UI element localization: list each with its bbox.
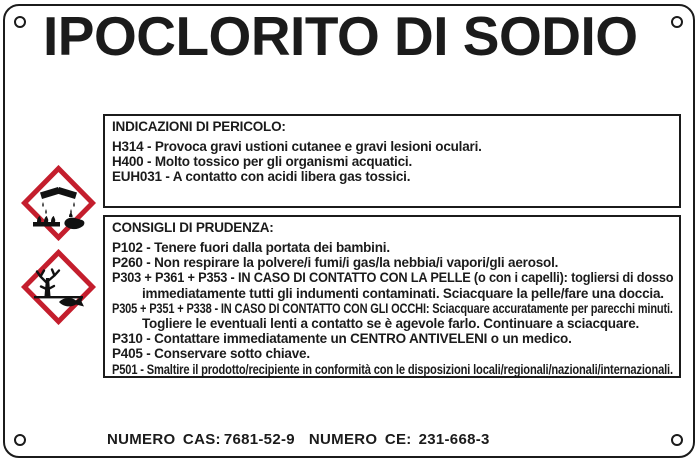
ce-number-value: 231-668-3 xyxy=(418,431,490,448)
precautionary-statement-line: P305 + P351 + P338 - IN CASO DI CONTATTO CON GLI OCCHI: Sciacquare accuratamente per parecchi minuti. xyxy=(112,300,673,316)
screw-hole-bottom-right xyxy=(671,434,683,446)
precautionary-statement-line: P102 - Tenere fuori dalla portata dei bambini. xyxy=(112,240,390,255)
precautionary-statement-line: P501 - Smaltire il prodotto/recipiente in conformità con le disposizioni locali/regionali/nazionali/internazionali. xyxy=(112,361,673,377)
page-title: IPOCLORITO DI SODIO xyxy=(43,5,638,67)
environment-icon xyxy=(21,249,96,325)
precautionary-statement-line: P260 - Non respirare la polvere/i fumi/i gas/la nebbia/i vapori/gli aerosol. xyxy=(112,255,559,271)
precautionary-statements-box xyxy=(103,215,681,378)
hazard-statements-list xyxy=(112,139,673,185)
screw-hole-top-right xyxy=(671,16,683,28)
precaution-box-heading: CONSIGLI DI PRUDENZA: xyxy=(112,220,274,235)
ghs09-environment-pictogram xyxy=(21,249,96,325)
ghs05-corrosive-pictogram xyxy=(21,165,96,241)
screw-hole-top-left xyxy=(14,16,26,28)
precautionary-statement-line: P303 + P361 + P353 - IN CASO DI CONTATTO CON LA PELLE (o con i capelli): togliersi di dosso xyxy=(112,270,674,286)
cas-number-value: 7681-52-9 xyxy=(223,431,295,448)
precautionary-statement-line: immediatamente tutti gli indumenti contaminati. Sciacquare la pelle/fare una doccia. xyxy=(142,285,664,301)
hazard-statement-line: EUH031 - A contatto con acidi libera gas tossici. xyxy=(112,169,411,185)
cas-number-label: NUMERO CAS: xyxy=(107,431,221,448)
precautionary-statements-list xyxy=(112,240,673,377)
precautionary-statement-line: Togliere le eventuali lenti a contatto se è agevole farlo. Continuare a sciacquare. xyxy=(142,316,640,332)
registry-numbers xyxy=(107,431,490,448)
ce-number-label: NUMERO CE: xyxy=(308,431,412,448)
hazard-statements-box xyxy=(103,114,681,208)
hazard-statement-line: H400 - Molto tossico per gli organismi acquatici. xyxy=(112,154,413,170)
hazard-statement-line: H314 - Provoca gravi ustioni cutanee e gravi lesioni oculari. xyxy=(112,139,482,154)
hazard-box-heading: INDICAZIONI DI PERICOLO: xyxy=(112,119,286,134)
precautionary-statement-line: P310 - Contattare immediatamente un CENTRO ANTIVELENI o un medico. xyxy=(112,331,572,347)
precautionary-statement-line: P405 - Conservare sotto chiave. xyxy=(112,346,310,362)
corrosive-icon xyxy=(21,165,96,241)
screw-hole-bottom-left xyxy=(14,434,26,446)
